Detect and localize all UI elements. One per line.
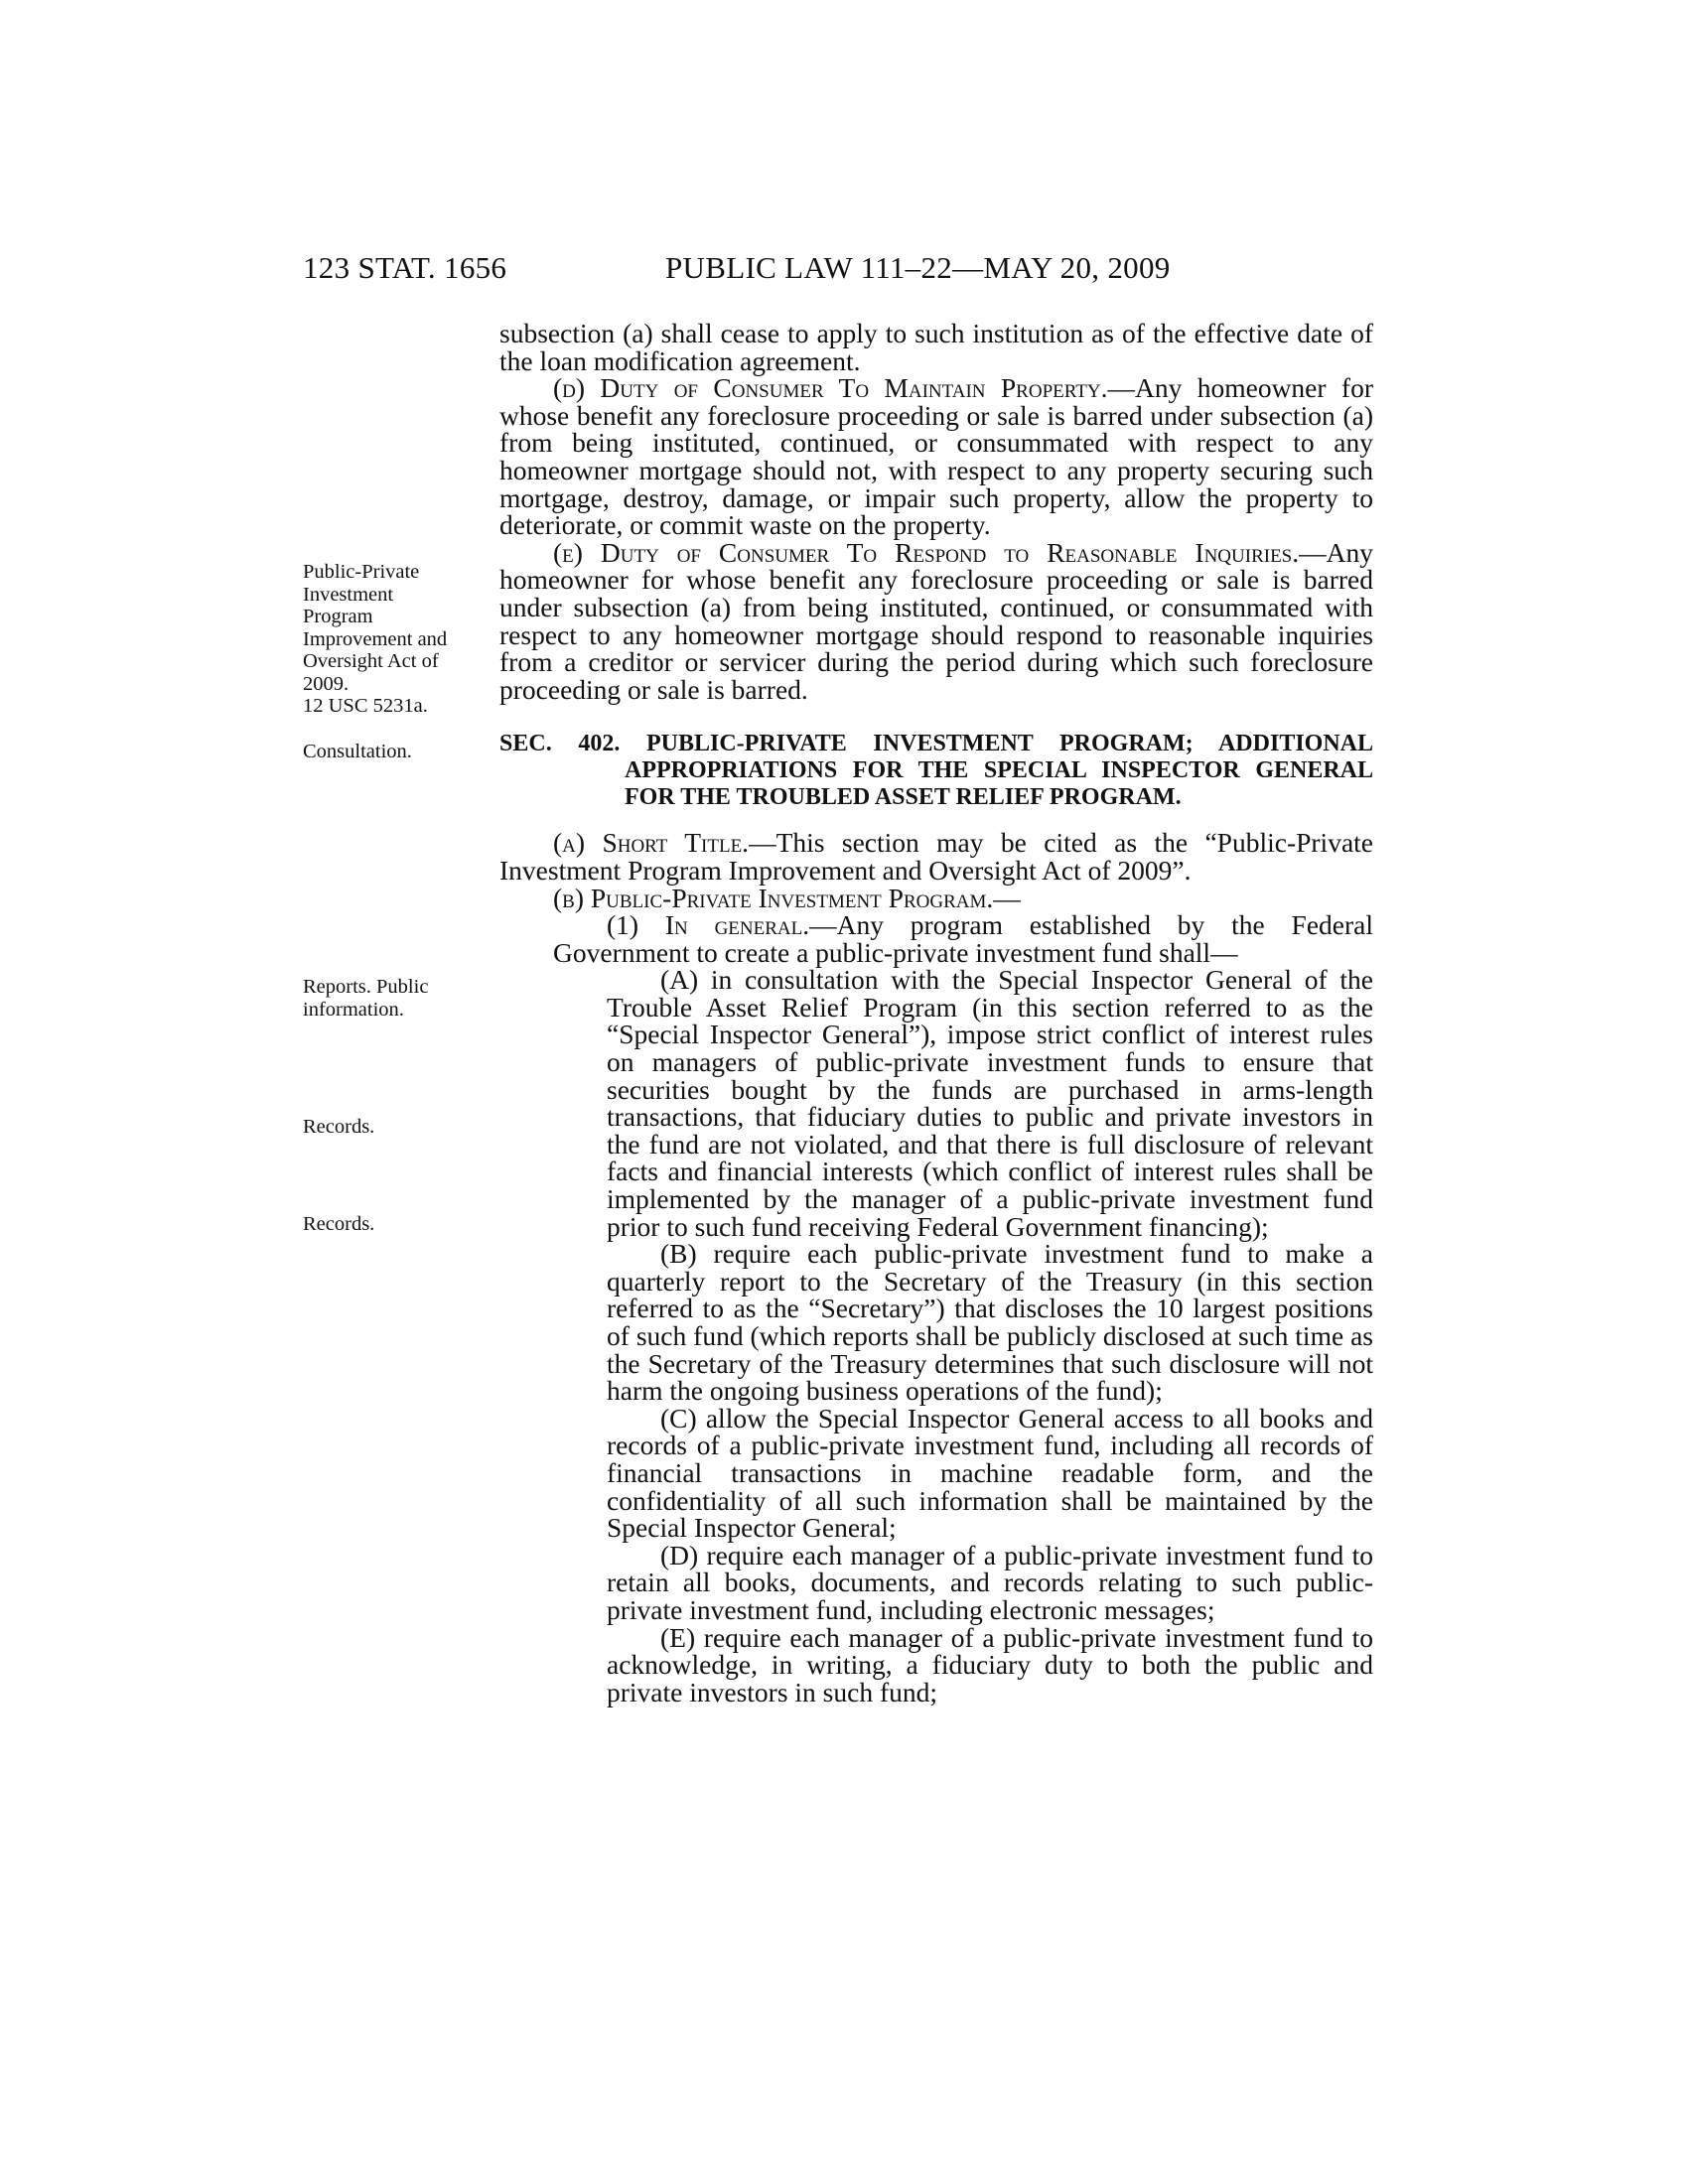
subsection-d-heading: (d) Duty of Consumer To Maintain Property. xyxy=(553,372,1108,404)
margin-note-usc: 12 USC 5231a. xyxy=(303,695,428,717)
subparagraph-D: (D) require each manager of a public-private investment fund to retain all books, documents, and records relating to such public-private investment fund, including electronic messages; xyxy=(607,1539,1373,1625)
paragraph-continuation: subsection (a) shall cease to apply to such institution as of the effective date of the loan modification agreement. xyxy=(499,318,1373,376)
subsection-b-text: — xyxy=(993,882,1021,913)
subparagraph-A: (A) in consultation with the Special Inspector General of the Trouble Asset Relief Program (in this section referred to as the “Special Inspector General”), impose strict conflict of interest rules on managers of public-private investment funds to ensure that securities bought by the funds are purchased in arms-length transactions, that fiduciary duties to public and private investors in the fund are not violated, and that there is full disclosure of relevant facts and financial interests (which conflict of interest rules shall be implemented by the manager of a public-private investment fund prior to such fund receiving Federal Government financing); xyxy=(607,964,1373,1242)
page-stat-number: 123 STAT. 1656 xyxy=(303,250,507,285)
paragraph-b1 xyxy=(499,911,1373,966)
margin-note-reports: Reports. Public information. xyxy=(303,976,429,1021)
subsection-e-text: —Any homeowner for whose benefit any foreclosure proceeding or sale is barred under subsection (a) from being instituted, continued, or consummated with respect to any homeowner mortgage should respond to reasonable inquiries from a creditor or servicer during the period during which such foreclosure proceeding or sale is barred. xyxy=(499,536,1373,705)
body-text xyxy=(499,320,1373,1706)
subsection-a-text: —This section may be cited as the “Public-Private Investment Program Improvement and Oversight Act of 2009”. xyxy=(499,827,1374,886)
margin-note-act-name: Public-Private Investment Program Improvement and Oversight Act of 2009. xyxy=(303,561,448,695)
section-402-heading: SEC. 402. PUBLIC-PRIVATE INVESTMENT PROGRAM; ADDITIONAL APPROPRIATIONS FOR THE SPECIAL INSPECTOR GENERAL FOR THE TROUBLED ASSET RELIEF PROGRAM. xyxy=(499,731,1373,811)
margin-note-short-title xyxy=(303,561,462,718)
subsection-e-heading: (e) Duty of Consumer To Respond to Reasonable Inquiries. xyxy=(553,536,1300,568)
paragraph-b1-text: —Any program established by the Federal Government to create a public-private investment fund shall— xyxy=(553,909,1373,968)
subparagraph-B: (B) require each public-private investment fund to make a quarterly report to the Secretary of the Treasury (in this section referred to as the “Secretary”) that discloses the 10 largest positions of such fund (which reports shall be publicly disclosed at such time as the Secretary of the Treasury determines that such disclosure will not harm the ongoing business operations of the fund); xyxy=(607,1238,1373,1407)
subparagraph-C: (C) allow the Special Inspector General access to all books and records of a public-private investment fund, including all records of financial transactions in machine readable form, and the confidentiality of all such information shall be maintained by the Special Inspector General; xyxy=(607,1402,1373,1544)
subsection-d-text: —Any homeowner for whose benefit any foreclosure proceeding or sale is barred under subsection (a) from being instituted, continued, or consummated with respect to any homeowner mortgage should not, with respect to any property securing such mortgage, destroy, damage, or impair such property, allow the property to deteriorate, or commit waste on the property. xyxy=(499,372,1373,541)
margin-note-consultation: Consultation. xyxy=(303,741,412,762)
subsection-a xyxy=(499,829,1373,884)
paragraph-b1-heading: (1) In general. xyxy=(607,909,810,941)
subsection-d xyxy=(499,374,1373,539)
page-header-title: PUBLIC LAW 111–22—MAY 20, 2009 xyxy=(665,250,1171,285)
margin-note-records-2: Records. xyxy=(303,1213,375,1235)
subsection-b xyxy=(499,882,1373,913)
subsection-e xyxy=(499,536,1373,705)
subsection-b-heading: (b) Public-Private Investment Program. xyxy=(553,882,994,913)
subsection-a-heading: (a) Short Title. xyxy=(553,827,750,859)
margin-note-records-1: Records. xyxy=(303,1116,375,1138)
subparagraph-E: (E) require each manager of a public-private investment fund to acknowledge, in writing, a fiduciary duty to both the public and private investors in such fund; xyxy=(607,1621,1373,1707)
